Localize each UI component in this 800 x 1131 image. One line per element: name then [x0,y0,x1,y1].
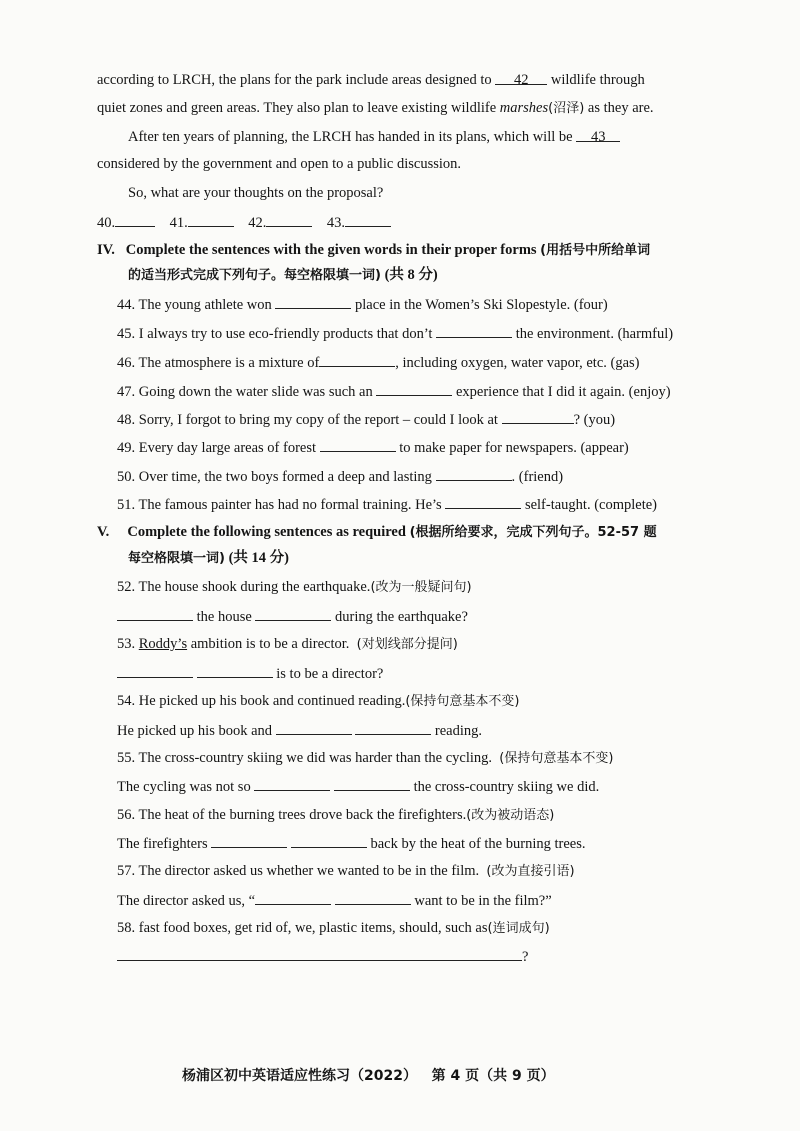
text: After ten years of planning, the LRCH has handed in its plans, which will be [128,129,573,145]
answer-label: 43. [326,215,345,231]
section-iv-heading [97,240,650,261]
answer-line-blank[interactable] [117,946,522,961]
answer-blank[interactable] [117,606,193,621]
answer-blank[interactable] [197,663,273,678]
text: 51. The famous painter has had no formal training. He’s [117,497,442,513]
text: self-taught. (complete) [524,497,658,513]
text: ? (you) [573,412,616,428]
text: ? [522,949,529,965]
question-45 [117,323,673,344]
answer-blank[interactable] [502,409,574,424]
text: to make paper for newspapers. (appear) [399,440,629,456]
question-54 [117,691,519,712]
answer-line [97,212,391,233]
answer-blank[interactable] [255,606,331,621]
answer-blank[interactable] [117,663,193,678]
instruction-cn: (保持句意基本不变) [499,751,614,766]
question-57-response [117,890,552,911]
answer-blank-40[interactable] [115,212,155,227]
text: according to LRCH, the plans for the park include areas designed to [97,72,492,88]
passage-line-5: So, what are your thoughts on the proposal? [128,185,384,201]
question-44 [117,294,608,315]
question-50 [117,466,563,487]
text: 53. [117,636,136,652]
question-52 [117,577,472,598]
question-57 [117,861,575,882]
text: 46. The atmosphere is a mixture of [117,355,320,371]
text: wildlife through [550,72,645,88]
text: 49. Every day large areas of forest [117,440,317,456]
blank-43[interactable] [576,127,620,145]
text: The firefighters [117,836,208,852]
answer-blank[interactable] [254,776,330,791]
text: 48. Sorry, I forgot to bring my copy of the report – could I look at [117,412,498,428]
passage-line-4: considered by the government and open to a public discussion. [97,156,462,172]
section-title-cn: 每空格限填一词) [128,551,225,566]
answer-blank[interactable] [335,890,411,905]
question-49 [117,437,629,458]
answer-label: 41. [169,215,188,231]
underlined-word: Roddy’s [138,636,188,652]
text: reading. [434,723,483,739]
footer-title: 杨浦区初中英语适应性练习（2022） [182,1068,417,1084]
answer-label: 40. [97,215,116,231]
text: 52. The house shook during the earthquake. [117,579,371,595]
blank-number: 42 [513,72,529,88]
answer-blank[interactable] [320,437,396,452]
text: The cycling was not so [117,779,251,795]
text: place in the Women’s Ski Slopestyle. (four) [355,297,608,313]
passage-line-3 [128,127,620,147]
section-title: Complete the sentences with the given words in their proper forms [125,242,537,258]
section-points: (共 14 分) [228,550,289,566]
question-48 [117,409,615,430]
answer-blank[interactable] [436,466,512,481]
text: , including oxygen, water vapor, etc. (gas) [395,355,640,371]
question-58 [117,918,550,939]
section-label: IV. [97,242,115,258]
text: . (friend) [511,469,564,485]
italic-word: marshes [499,100,549,116]
text: 50. Over time, the two boys formed a deep and lasting [117,469,432,485]
instruction-cn: (连词成句) [487,921,550,936]
answer-blank-41[interactable] [188,212,234,227]
blank-42[interactable] [495,70,547,88]
instruction-cn: (保持句意基本不变) [405,694,520,709]
question-56-response [117,833,585,854]
text: 57. The director asked us whether we wanted to be in the film. [117,863,480,879]
answer-blank-43[interactable] [345,212,391,227]
answer-blank[interactable] [291,833,367,848]
section-title-cn: (根据所给要求，完成下列句子。52-57 题 [409,525,657,540]
text: 45. I always try to use eco-friendly products that don’t [117,326,433,342]
text: the environment. (harmful) [515,326,674,342]
text: quiet zones and green areas. They also plan to leave existing wildlife [97,100,497,116]
answer-label: 42. [248,215,267,231]
text: ambition is to be a director. [190,636,350,652]
blank-number: 43 [590,129,606,145]
text: want to be in the film?” [414,893,552,909]
question-47 [117,381,671,402]
question-46 [117,352,640,373]
answer-blank[interactable] [436,323,512,338]
question-55-response [117,776,599,797]
answer-blank[interactable] [275,294,351,309]
text: during the earthquake? [335,609,468,625]
answer-blank-42[interactable] [266,212,312,227]
section-title: Complete the following sentences as required [127,524,406,540]
text: 47. Going down the water slide was such an [117,384,373,400]
section-v-heading [97,522,657,543]
answer-blank[interactable] [211,833,287,848]
answer-blank[interactable] [276,720,352,735]
text: 56. The heat of the burning trees drove back the firefighters. [117,807,467,823]
instruction-cn: (改为被动语态) [466,808,555,823]
instruction-cn: (改为一般疑问句) [370,580,472,595]
section-v-heading-2 [128,548,289,569]
page-footer [182,1066,555,1086]
text: He picked up his book and [117,723,273,739]
answer-blank[interactable] [255,890,331,905]
question-55 [117,748,613,769]
text: 54. He picked up his book and continued reading. [117,693,406,709]
text: the cross-country skiing we did. [413,779,600,795]
section-label: V. [97,524,110,540]
passage-line-2 [97,98,654,119]
instruction-cn: (改为直接引语) [486,864,575,879]
section-iv-heading-2 [128,265,438,286]
answer-blank[interactable] [334,776,410,791]
answer-blank[interactable] [355,720,431,735]
passage-line-1 [97,70,645,90]
question-53-response [117,663,383,684]
section-title-cn: 的适当形式完成下列句子。每空格限填一词) [128,268,381,283]
text: 55. The cross-country skiing we did was harder than the cycling. [117,750,493,766]
question-52-response [117,606,468,627]
question-56 [117,805,554,826]
answer-blank[interactable] [445,494,521,509]
text: The director asked us, “ [117,893,256,909]
question-53 [117,634,458,655]
text: 58. fast food boxes, get rid of, we, plastic items, should, such as [117,920,488,936]
text: is to be a director? [276,666,384,682]
text: experience that I did it again. (enjoy) [455,384,671,400]
question-58-response [117,946,528,967]
text: back by the heat of the burning trees. [370,836,586,852]
instruction-cn: (对划线部分提问) [356,637,458,652]
section-title-cn: (用括号中所给单词 [540,243,651,258]
page-number: 第 4 页（共 9 页） [431,1068,555,1084]
question-54-response [117,720,482,741]
text: 44. The young athlete won [117,297,272,313]
text: the house [196,609,252,625]
answer-blank[interactable] [319,352,395,367]
cn-gloss: (沼泽) [548,101,585,116]
section-points: (共 8 分) [384,267,438,283]
question-51 [117,494,657,515]
answer-blank[interactable] [376,381,452,396]
text: as they are. [587,100,654,116]
